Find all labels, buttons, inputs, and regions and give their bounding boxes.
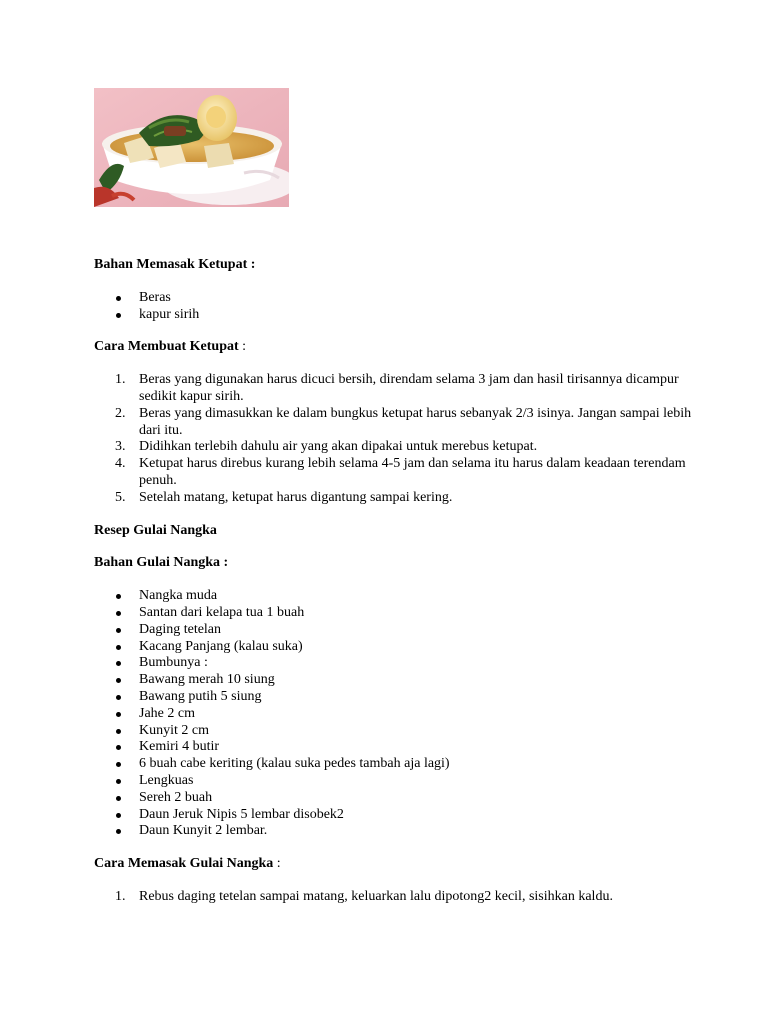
gulai-recipe-title: Resep Gulai Nangka (94, 522, 217, 538)
list-item: 6 buah cabe keriting (kalau suka pedes tambah aja lagi) (94, 756, 694, 773)
step-number: 4. (115, 456, 126, 472)
list-item: Jahe 2 cm (94, 706, 694, 723)
list-item: Daun Jeruk Nipis 5 lembar disobek2 (94, 807, 694, 824)
list-item (94, 456, 694, 490)
ketupat-ingredients-heading: Bahan Memasak Ketupat : (94, 257, 256, 272)
step-text: Beras yang dimasukkan ke dalam bungkus ketupat harus sebanyak 2/3 isinya. Jangan sampai lebih dari itu. (139, 405, 692, 438)
list-item: Nangka muda (94, 588, 694, 605)
gulai-method-heading-bold: Cara Memasak Gulai Nangka (94, 856, 274, 872)
list-item (94, 406, 694, 440)
list-item (94, 490, 694, 507)
list-item (94, 439, 694, 456)
gulai-steps-list (94, 889, 694, 906)
food-photo (94, 88, 289, 207)
ketupat-method-heading-suffix: : (238, 339, 247, 355)
gulai-method-heading (94, 856, 694, 873)
ketupat-method-heading (94, 339, 694, 356)
list-item: Sereh 2 buah (94, 790, 694, 807)
list-item: Santan dari kelapa tua 1 buah (94, 605, 694, 622)
step-number: 5. (115, 489, 126, 505)
list-item: Daging tetelan (94, 622, 694, 639)
list-item (94, 889, 694, 906)
step-text: Ketupat harus direbus kurang lebih selama 4-5 jam dan selama itu harus dalam keadaan terendam penuh. (139, 456, 686, 488)
list-item: Kunyit 2 cm (94, 723, 694, 740)
list-item: Kacang Panjang (kalau suka) (94, 639, 694, 656)
list-item: Bumbunya : (94, 655, 694, 672)
step-number: 1. (115, 888, 126, 904)
ketupat-ingredients-list (94, 290, 694, 324)
ketupat-steps-list (94, 372, 694, 506)
step-text: Setelah matang, ketupat harus digantung sampai kering. (139, 489, 453, 505)
recipe-content (94, 257, 694, 906)
gulai-ingredients-list (94, 588, 694, 840)
ketupat-method-heading-bold: Cara Membuat Ketupat (94, 339, 239, 355)
gulai-bowl-image (94, 88, 289, 207)
list-item: Lengkuas (94, 773, 694, 790)
list-item (94, 372, 694, 406)
step-text: Beras yang digunakan harus dicuci bersih, direndam selama 3 jam dan hasil tirisannya dicampur sedikit kapur sirih. (139, 372, 679, 404)
list-item: kapur sirih (94, 307, 694, 324)
list-item: Beras (94, 290, 694, 307)
list-item: Bawang merah 10 siung (94, 672, 694, 689)
list-item: Bawang putih 5 siung (94, 689, 694, 706)
step-text: Didihkan terlebih dahulu air yang akan dipakai untuk merebus ketupat. (139, 439, 538, 455)
gulai-method-heading-suffix: : (273, 856, 281, 872)
list-item: Daun Kunyit 2 lembar. (94, 823, 694, 840)
list-item: Kemiri 4 butir (94, 739, 694, 756)
gulai-ingredients-heading: Bahan Gulai Nangka : (94, 555, 229, 571)
step-number: 2. (115, 405, 126, 421)
step-number: 3. (115, 439, 126, 455)
step-text: Rebus daging tetelan sampai matang, keluarkan lalu dipotong2 kecil, sisihkan kaldu. (139, 888, 613, 904)
step-number: 1. (115, 372, 126, 388)
